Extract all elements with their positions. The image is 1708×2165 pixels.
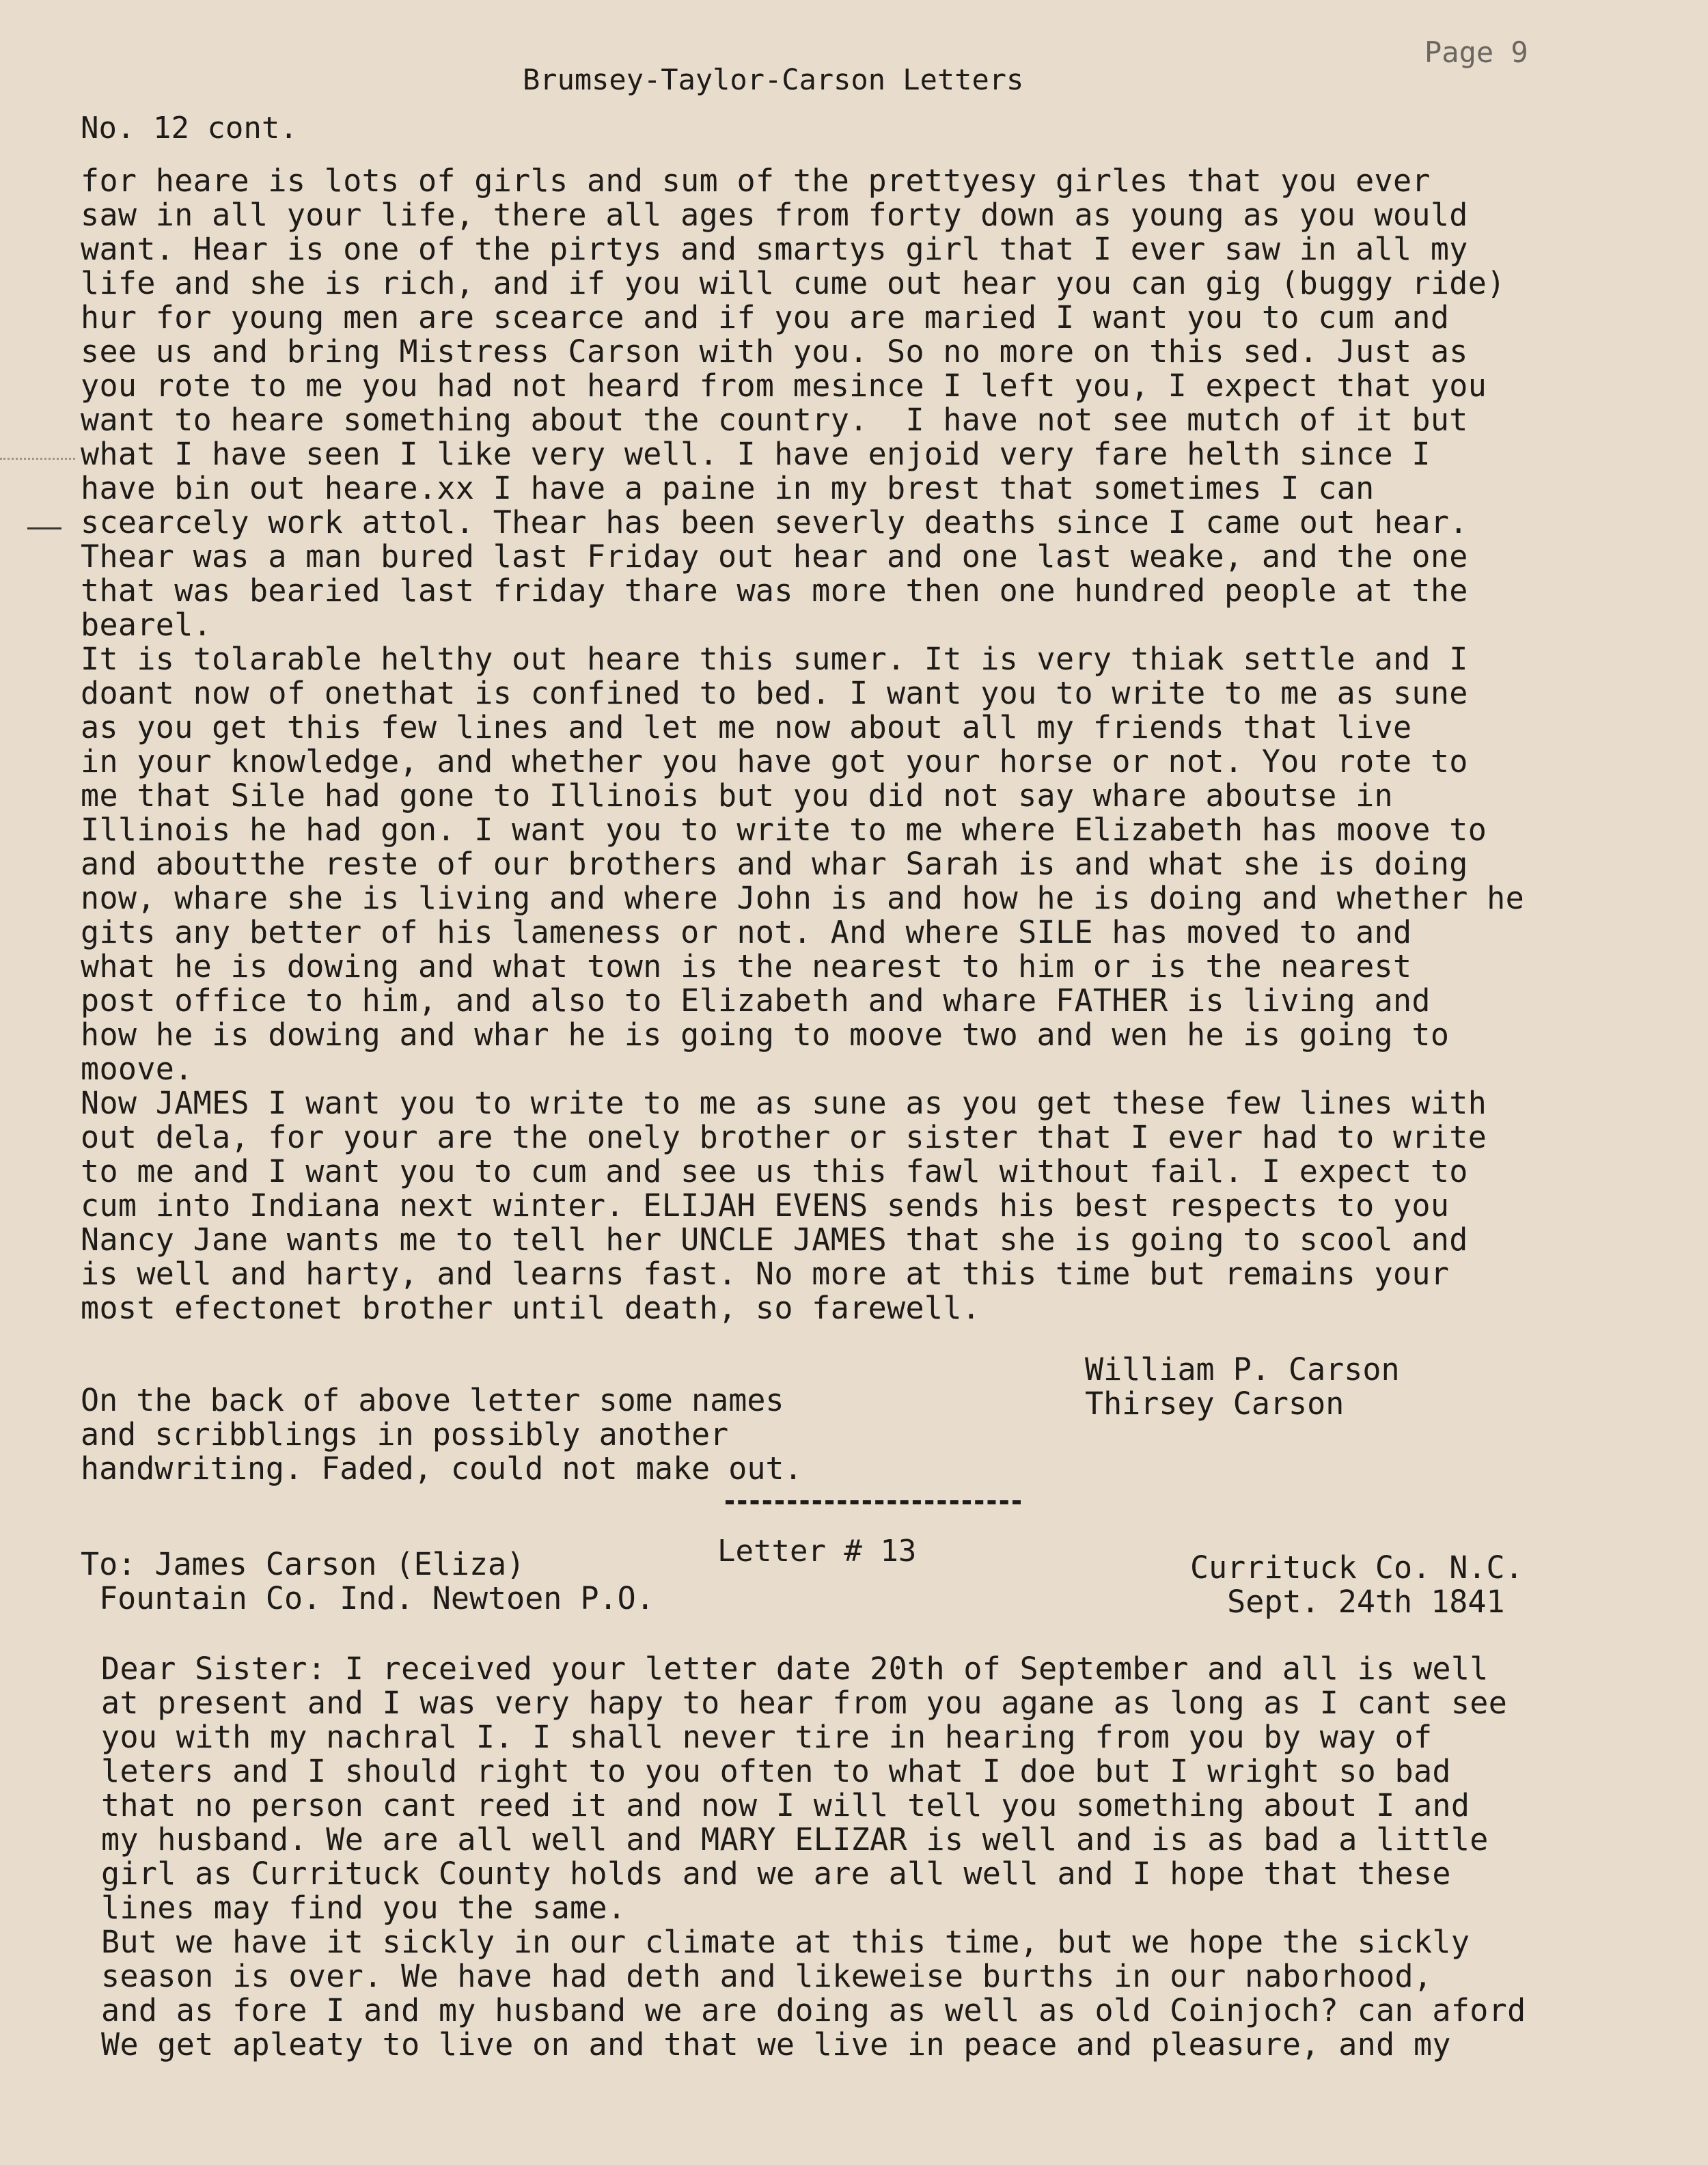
text-line: It is tolarable helthy out heare this sumer. It is very thiak settle and I xyxy=(81,641,1468,677)
text-line: leters and I should right to you often to what I doe but I wright so bad xyxy=(101,1753,1451,1789)
note-line: handwriting. Faded, could not make out. xyxy=(81,1450,803,1487)
text-line: Dear Sister: I received your letter date 20th of September and all is well xyxy=(101,1651,1489,1687)
text-line: now, whare she is living and where John is and how he is doing and whether he xyxy=(81,880,1525,916)
text-line: saw in all your life, there all ages from forty down as young as you would xyxy=(81,197,1468,233)
text-line: hur for young men are scearce and if you are maried I want you to cum and xyxy=(81,299,1450,335)
text-line: gits any better of his lameness or not. And where SILE has moved to and xyxy=(81,914,1412,950)
text-line: doant now of onethat is confined to bed. I want you to write to me as sune xyxy=(81,675,1468,711)
text-line: girl as Currituck County holds and we are all well and I hope that these xyxy=(101,1856,1451,1892)
text-line: life and she is rich, and if you will cume out hear you can gig (buggy ride) xyxy=(81,265,1506,301)
signature-line: William P. Carson xyxy=(1085,1351,1400,1388)
text-line: my husband. We are all well and MARY ELIZAR is well and is as bad a little xyxy=(101,1821,1489,1858)
text-line: in your knowledge, and whether you have got your horse or not. You rote to xyxy=(81,743,1468,780)
text-line: me that Sile had gone to Illinois but you did not say whare aboutse in xyxy=(81,777,1393,814)
text-line: Now JAMES I want you to write to me as sune as you get these few lines with xyxy=(81,1085,1487,1121)
signature-line: Thirsey Carson xyxy=(1085,1385,1345,1422)
margin-mark-dotted xyxy=(0,458,75,460)
text-line: We get apleaty to live on and that we live in peace and pleasure, and my xyxy=(101,2026,1451,2063)
text-line: and as fore I and my husband we are doing as well as old Coinjoch? can aford xyxy=(101,1992,1526,2028)
text-line: want. Hear is one of the pirtys and smartys girl that I ever saw in all my xyxy=(81,231,1468,267)
text-line: as you get this few lines and let me now about all my friends that live xyxy=(81,709,1412,745)
text-line: for heare is lots of girls and sum of the prettyesy girles that you ever xyxy=(81,163,1431,199)
address-line: Sept. 24th 1841 xyxy=(1190,1584,1505,1620)
text-line: But we have it sickly in our climate at this time, but we hope the sickly xyxy=(101,1924,1470,1960)
back-of-letter-note xyxy=(81,1383,803,1486)
letter-13-heading: Letter # 13 xyxy=(717,1534,917,1569)
address-line: To: James Carson (Eliza) xyxy=(81,1546,525,1582)
text-line: Nancy Jane wants me to tell her UNCLE JAMES that she is going to scool and xyxy=(81,1222,1468,1258)
text-line: out dela, for your are the onely brother or sister that I ever had to write xyxy=(81,1119,1487,1155)
letter-12-body xyxy=(81,164,1524,1325)
text-line: Illinois he had gon. I want you to write to me where Elizabeth has moove to xyxy=(81,812,1487,848)
text-line: have bin out heare.xx I have a paine in my brest that sometimes I can xyxy=(81,470,1375,506)
text-line: you with my nachral I. I shall never tire in hearing from you by way of xyxy=(101,1719,1433,1755)
note-line: On the back of above letter some names xyxy=(81,1382,784,1418)
text-line: that was bearied last friday thare was more then one hundred people at the xyxy=(81,573,1468,609)
text-line: at present and I was very hapy to hear from you agane as long as I cant see xyxy=(101,1685,1508,1721)
text-line: scearcely work attol. Thear has been severly deaths since I came out hear. xyxy=(81,504,1468,540)
text-line: most efectonet brother until death, so farewell. xyxy=(81,1290,981,1326)
text-line: that no person cant reed it and now I will tell you something about I and xyxy=(101,1787,1470,1823)
letter-13-body xyxy=(101,1652,1526,2062)
page-number: Page 9 xyxy=(1424,36,1528,69)
text-line: lines may find you the same. xyxy=(101,1890,626,1926)
continuation-label: No. 12 cont. xyxy=(81,111,298,146)
note-line: and scribblings in possibly another xyxy=(81,1416,729,1452)
text-line: bearel. xyxy=(81,607,212,643)
text-line: post office to him, and also to Elizabeth and whare FATHER is living and xyxy=(81,982,1431,1019)
text-line: how he is dowing and whar he is going to moove two and wen he is going to xyxy=(81,1017,1450,1053)
text-line: is well and harty, and learns fast. No more at this time but remains your xyxy=(81,1256,1450,1292)
text-line: cum into Indiana next winter. ELIJAH EVENS sends his best respects to you xyxy=(81,1187,1450,1224)
section-divider xyxy=(726,1500,1021,1504)
text-line: Thear was a man bured last Friday out hear and one last weake, and the one xyxy=(81,538,1468,575)
text-line: see us and bring Mistress Carson with you. So no more on this sed. Just as xyxy=(81,333,1468,370)
text-line: you rote to me you had not heard from mesince I left you, I expect that you xyxy=(81,368,1487,404)
text-line: and aboutthe reste of our brothers and whar Sarah is and what she is doing xyxy=(81,846,1468,882)
text-line: what he is dowing and what town is the nearest to him or is the nearest xyxy=(81,948,1412,984)
address-line: Currituck Co. N.C. xyxy=(1190,1549,1524,1586)
text-line: moove. xyxy=(81,1051,193,1087)
document-title: Brumsey-Taylor-Carson Letters xyxy=(523,63,1024,96)
text-line: to me and I want you to cum and see us this fawl without fail. I expect to xyxy=(81,1153,1468,1189)
text-line: what I have seen I like very well. I have enjoid very fare helth since I xyxy=(81,436,1431,472)
text-line: want to heare something about the country. I have not see mutch of it but xyxy=(81,402,1468,438)
signature-block xyxy=(1085,1353,1400,1421)
margin-mark-dash xyxy=(27,527,61,529)
text-line: season is over. We have had deth and likeweise burths in our naborhood, xyxy=(101,1958,1433,1994)
address-line: Fountain Co. Ind. Newtoen P.O. xyxy=(81,1580,655,1616)
sender-location-date xyxy=(1190,1551,1524,1619)
recipient-address xyxy=(81,1547,655,1616)
